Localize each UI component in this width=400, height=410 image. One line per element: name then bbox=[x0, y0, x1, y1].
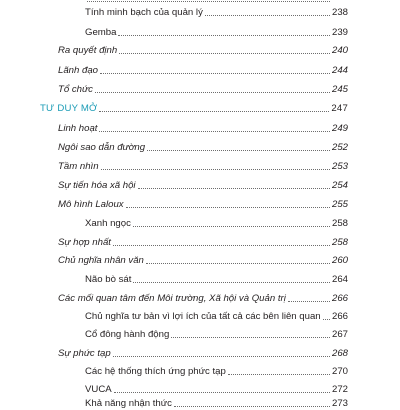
toc-entry-page: 270 bbox=[331, 366, 348, 377]
toc-entry-label: Ra quyết định bbox=[58, 45, 118, 56]
dot-leader bbox=[205, 14, 330, 16]
dot-leader bbox=[146, 262, 330, 264]
toc-entry bbox=[85, 396, 348, 410]
dot-leader bbox=[174, 405, 330, 407]
toc-entry-label: Xanh ngọc bbox=[85, 218, 131, 229]
dot-leader bbox=[118, 34, 330, 36]
toc-entry bbox=[85, 309, 348, 323]
toc-entry-label: Mô hình Laloux bbox=[58, 199, 124, 210]
toc-entry bbox=[58, 178, 348, 192]
toc-entry bbox=[58, 197, 348, 211]
dot-leader bbox=[133, 281, 330, 283]
toc-entry-page: 258 bbox=[331, 237, 348, 248]
dot-leader bbox=[138, 187, 330, 189]
toc-entry-label: Chủ nghĩa nhân văn bbox=[58, 255, 144, 266]
toc-entry bbox=[58, 82, 348, 96]
toc-entry-page: 267 bbox=[331, 329, 348, 340]
toc-entry-label: Tính minh bạch của quản lý bbox=[85, 7, 203, 18]
toc-entry-page: 255 bbox=[331, 199, 348, 210]
dot-leader bbox=[101, 168, 330, 170]
toc-entry bbox=[58, 140, 348, 154]
toc-entry bbox=[58, 159, 348, 173]
toc-entry bbox=[85, 216, 348, 230]
toc-entry-label: VUCA bbox=[85, 384, 112, 395]
toc-entry-page: 268 bbox=[331, 348, 348, 359]
toc-entry-page: 258 bbox=[331, 218, 348, 229]
toc-entry-page: 266 bbox=[331, 293, 348, 304]
toc-entry bbox=[85, 5, 348, 19]
dot-leader bbox=[99, 110, 329, 112]
toc-entry-page: 239 bbox=[331, 27, 348, 38]
toc-entry-label: Não bò sát bbox=[85, 274, 132, 285]
toc-entry-label: Tầm nhìn bbox=[58, 161, 99, 172]
toc-entry-page: 273 bbox=[331, 398, 348, 409]
toc-entry-label: Cổ đông hành động bbox=[85, 329, 170, 340]
dot-leader bbox=[119, 52, 330, 54]
toc-entry-label: Các hệ thống thích ứng phức tạp bbox=[85, 366, 226, 377]
toc-entry-label: Sự tiến hóa xã hội bbox=[58, 180, 136, 191]
toc-entry-page: 240 bbox=[331, 45, 348, 56]
toc-entry-page: 266 bbox=[331, 311, 348, 322]
toc-entry-page: 245 bbox=[331, 84, 348, 95]
toc-entry bbox=[85, 272, 348, 286]
dot-leader bbox=[288, 300, 330, 302]
toc-entry-label: Tổ chức bbox=[58, 84, 93, 95]
toc-entry-label: Lãnh đạo bbox=[58, 65, 99, 76]
toc-entry bbox=[85, 25, 348, 39]
toc-entry-page: 238 bbox=[331, 7, 348, 18]
toc-entry-page: 254 bbox=[331, 180, 348, 191]
toc-section-heading bbox=[40, 101, 348, 115]
toc-entry bbox=[58, 121, 348, 135]
dot-leader bbox=[114, 391, 330, 393]
toc-entry-label: Sự hợp nhất bbox=[58, 237, 111, 248]
toc-entry-label: Chủ nghĩa tư bản vì lợi ích của tất cả các bên liên quan bbox=[85, 311, 321, 322]
toc-entry-page: 272 bbox=[331, 384, 348, 395]
toc-entry bbox=[58, 253, 348, 267]
dot-leader bbox=[95, 91, 330, 93]
dot-leader bbox=[171, 336, 330, 338]
toc-entry-page: 264 bbox=[331, 274, 348, 285]
toc-entry bbox=[85, 327, 348, 341]
toc-entry bbox=[58, 346, 348, 360]
toc-entry-page: 260 bbox=[331, 255, 348, 266]
toc-entry bbox=[85, 382, 348, 396]
toc-entry-page: 252 bbox=[331, 142, 348, 153]
toc-entry bbox=[58, 43, 348, 57]
dot-leader bbox=[323, 318, 330, 320]
dot-leader bbox=[100, 72, 330, 74]
toc-entry bbox=[58, 291, 348, 305]
toc-section-page: 247 bbox=[331, 103, 348, 114]
dot-leader bbox=[147, 149, 330, 151]
toc-entry-page: 249 bbox=[331, 123, 348, 134]
dot-leader bbox=[126, 206, 330, 208]
toc-entry bbox=[58, 235, 348, 249]
toc-entry-label: Các mối quan tâm đến Môi trường, Xã hội và Quản trị bbox=[58, 293, 286, 304]
toc-entry-label: Linh hoạt bbox=[58, 123, 98, 134]
toc-section-label: TƯ DUY MỞ bbox=[40, 103, 98, 114]
dot-leader bbox=[99, 130, 330, 132]
dot-leader bbox=[113, 244, 330, 246]
dot-leader bbox=[228, 373, 330, 375]
toc-entry-label: Khả năng nhận thức bbox=[85, 398, 172, 409]
toc-entry bbox=[58, 63, 348, 77]
toc-entry-label: Gemba bbox=[85, 27, 117, 38]
dot-leader bbox=[133, 225, 330, 227]
toc-entry-label: Sự phức tạp bbox=[58, 348, 111, 359]
toc-entry-label: Ngôi sao dẫn đường bbox=[58, 142, 146, 153]
dot-leader bbox=[113, 355, 330, 357]
dot-leader bbox=[87, 0, 330, 2]
toc-entry-page: 253 bbox=[331, 161, 348, 172]
toc-entry bbox=[85, 364, 348, 378]
toc-entry-page: 244 bbox=[331, 65, 348, 76]
